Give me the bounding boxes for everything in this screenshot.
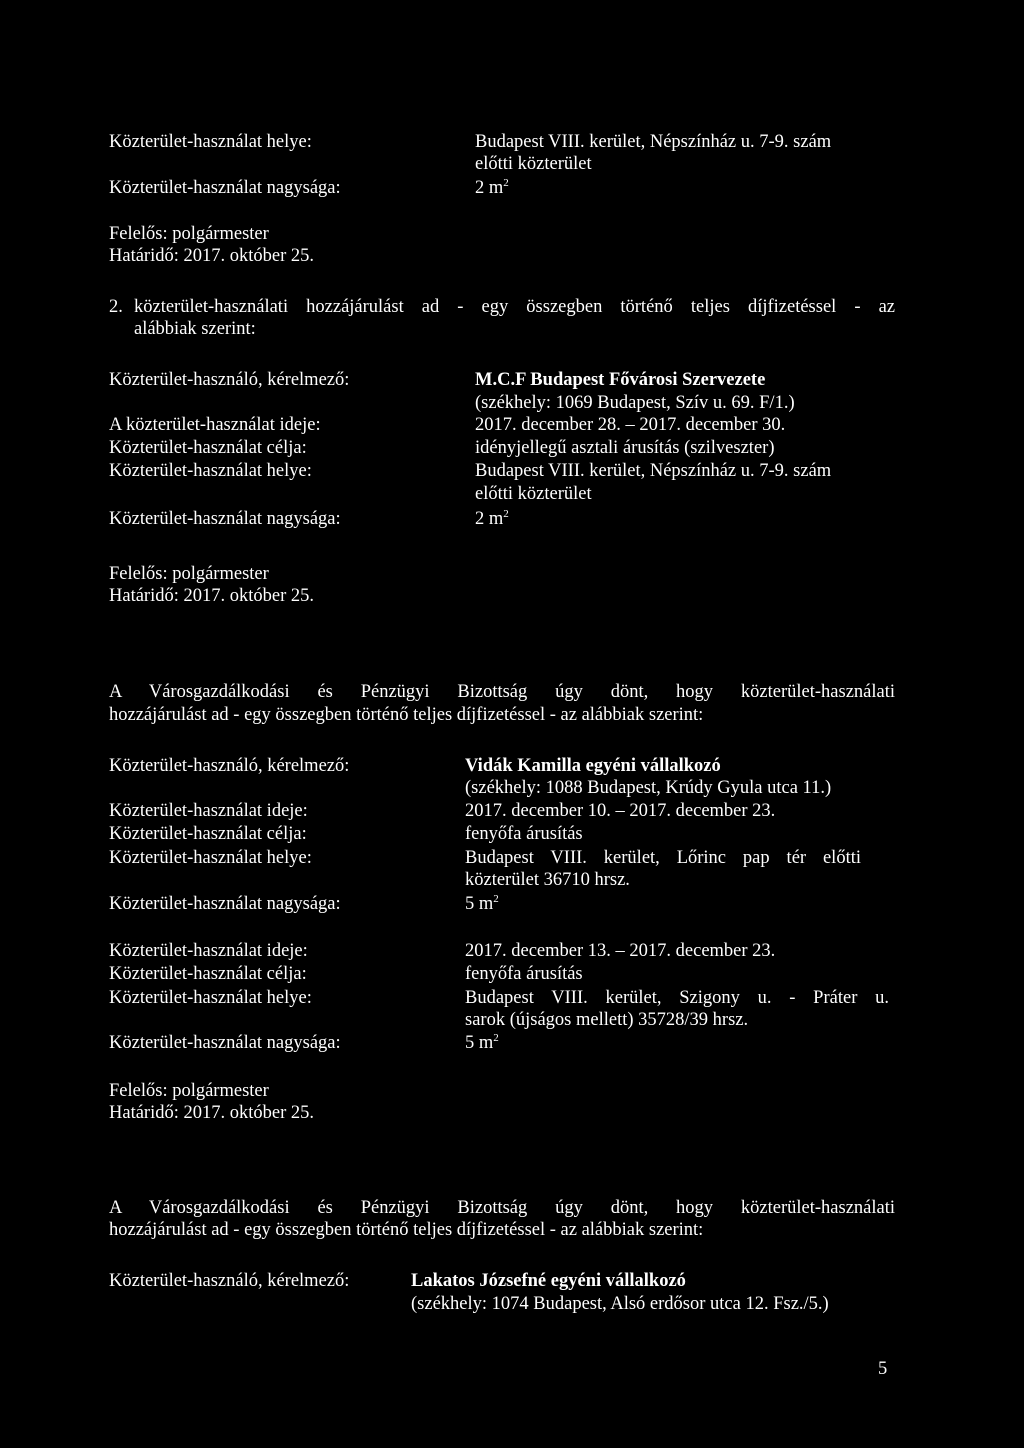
section2-intro-line2: alábbiak szerint: <box>134 319 256 339</box>
section2-nagysaga-value: 2 $m^2$ <box>475 508 509 529</box>
decision1-b-ideje-value: 2017. december 13. – 2017. december 23. <box>465 941 776 961</box>
section2-kerelmezo-label: Közterület-használó, kérelmező: <box>109 370 350 390</box>
decision1-b-nagysaga-label: Közterület-használat nagysága: <box>109 1033 341 1053</box>
section2-kerelmezo-seat: (székhely: 1069 Budapest, Szív u. 69. F/1.) <box>475 393 795 413</box>
section2-hatarido: Határidő: 2017. október 25. <box>109 586 314 606</box>
decision1-a-helye-label: Közterület-használat helye: <box>109 848 312 868</box>
section2-intro-line1: közterület-használati hozzájárulást ad - egy összegben történő teljes díjfizetéssel - az <box>134 297 895 317</box>
decision1-felelos: Felelős: polgármester <box>109 1081 269 1101</box>
top-hatarido: Határidő: 2017. október 25. <box>109 246 314 266</box>
decision1-b-nagysaga-value: 5 $m^2$ <box>465 1032 499 1053</box>
section2-ideje-label: A közterület-használat ideje: <box>109 415 321 435</box>
page-number: 5 <box>878 1359 888 1379</box>
top-nagysaga-value: 2 $m^2$ <box>475 177 509 198</box>
section2-kerelmezo-name: M.C.F Budapest Fővárosi Szervezete <box>475 370 766 390</box>
decision1-b-helye-line2: sarok (újságos mellett) 35728/39 hrsz. <box>465 1010 749 1030</box>
section2-helye-line2: előtti közterület <box>475 484 592 504</box>
top-felelos: Felelős: polgármester <box>109 224 269 244</box>
decision1-kerelmezo-label: Közterület-használó, kérelmező: <box>109 756 350 776</box>
section2-number: 2. <box>109 297 123 317</box>
section2-nagysaga-label: Közterület-használat nagysága: <box>109 509 341 529</box>
decision1-b-helye-label: Közterület-használat helye: <box>109 988 312 1008</box>
section2-felelos: Felelős: polgármester <box>109 564 269 584</box>
decision2-line1: A Városgazdálkodási és Pénzügyi Bizottság úgy dönt, hogy közterület-használati <box>109 1198 895 1218</box>
decision1-a-celja-label: Közterület-használat célja: <box>109 824 307 844</box>
decision1-b-ideje-label: Közterület-használat ideje: <box>109 941 308 961</box>
section2-helye-label: Közterület-használat helye: <box>109 461 312 481</box>
decision1-a-helye-line1: Budapest VIII. kerület, Lőrinc pap tér előtti <box>465 848 861 868</box>
decision1-kerelmezo-name: Vidák Kamilla egyéni vállalkozó <box>465 756 721 776</box>
decision1-a-ideje-value: 2017. december 10. – 2017. december 23. <box>465 801 776 821</box>
section2-ideje-value: 2017. december 28. – 2017. december 30. <box>475 415 786 435</box>
decision2-kerelmezo-name: Lakatos Józsefné egyéni vállalkozó <box>411 1271 686 1291</box>
decision1-b-helye-line1: Budapest VIII. kerület, Szigony u. - Práter u. <box>465 988 889 1008</box>
top-nagysaga-label: Közterület-használat nagysága: <box>109 178 341 198</box>
decision1-line2: hozzájárulást ad - egy összegben történő teljes díjfizetéssel - az alábbiak szerint: <box>109 705 704 725</box>
top-helye-label: Közterület-használat helye: <box>109 132 312 152</box>
decision1-b-celja-value: fenyőfa árusítás <box>465 964 583 984</box>
decision1-kerelmezo-seat: (székhely: 1088 Budapest, Krúdy Gyula utca 11.) <box>465 778 832 798</box>
top-helye-line2: előtti közterület <box>475 154 592 174</box>
decision1-b-celja-label: Közterület-használat célja: <box>109 964 307 984</box>
decision2-kerelmezo-label: Közterület-használó, kérelmező: <box>109 1271 350 1291</box>
decision1-hatarido: Határidő: 2017. október 25. <box>109 1103 314 1123</box>
decision2-kerelmezo-seat: (székhely: 1074 Budapest, Alsó erdősor utca 12. Fsz./5.) <box>411 1294 829 1314</box>
decision1-line1: A Városgazdálkodási és Pénzügyi Bizottság úgy dönt, hogy közterület-használati <box>109 682 895 702</box>
decision1-a-nagysaga-label: Közterület-használat nagysága: <box>109 894 341 914</box>
decision1-a-celja-value: fenyőfa árusítás <box>465 824 583 844</box>
section2-celja-value: idényjellegű asztali árusítás (szilveszter) <box>475 438 775 458</box>
decision1-a-nagysaga-value: 5 $m^2$ <box>465 893 499 914</box>
decision1-a-ideje-label: Közterület-használat ideje: <box>109 801 308 821</box>
decision1-a-helye-line2: közterület 36710 hrsz. <box>465 870 630 890</box>
decision2-line2: hozzájárulást ad - egy összegben történő teljes díjfizetéssel - az alábbiak szerint: <box>109 1220 704 1240</box>
section2-celja-label: Közterület-használat célja: <box>109 438 307 458</box>
section2-helye-line1: Budapest VIII. kerület, Népszínház u. 7-9. szám <box>475 461 832 481</box>
top-helye-line1: Budapest VIII. kerület, Népszínház u. 7-9. szám <box>475 132 832 152</box>
